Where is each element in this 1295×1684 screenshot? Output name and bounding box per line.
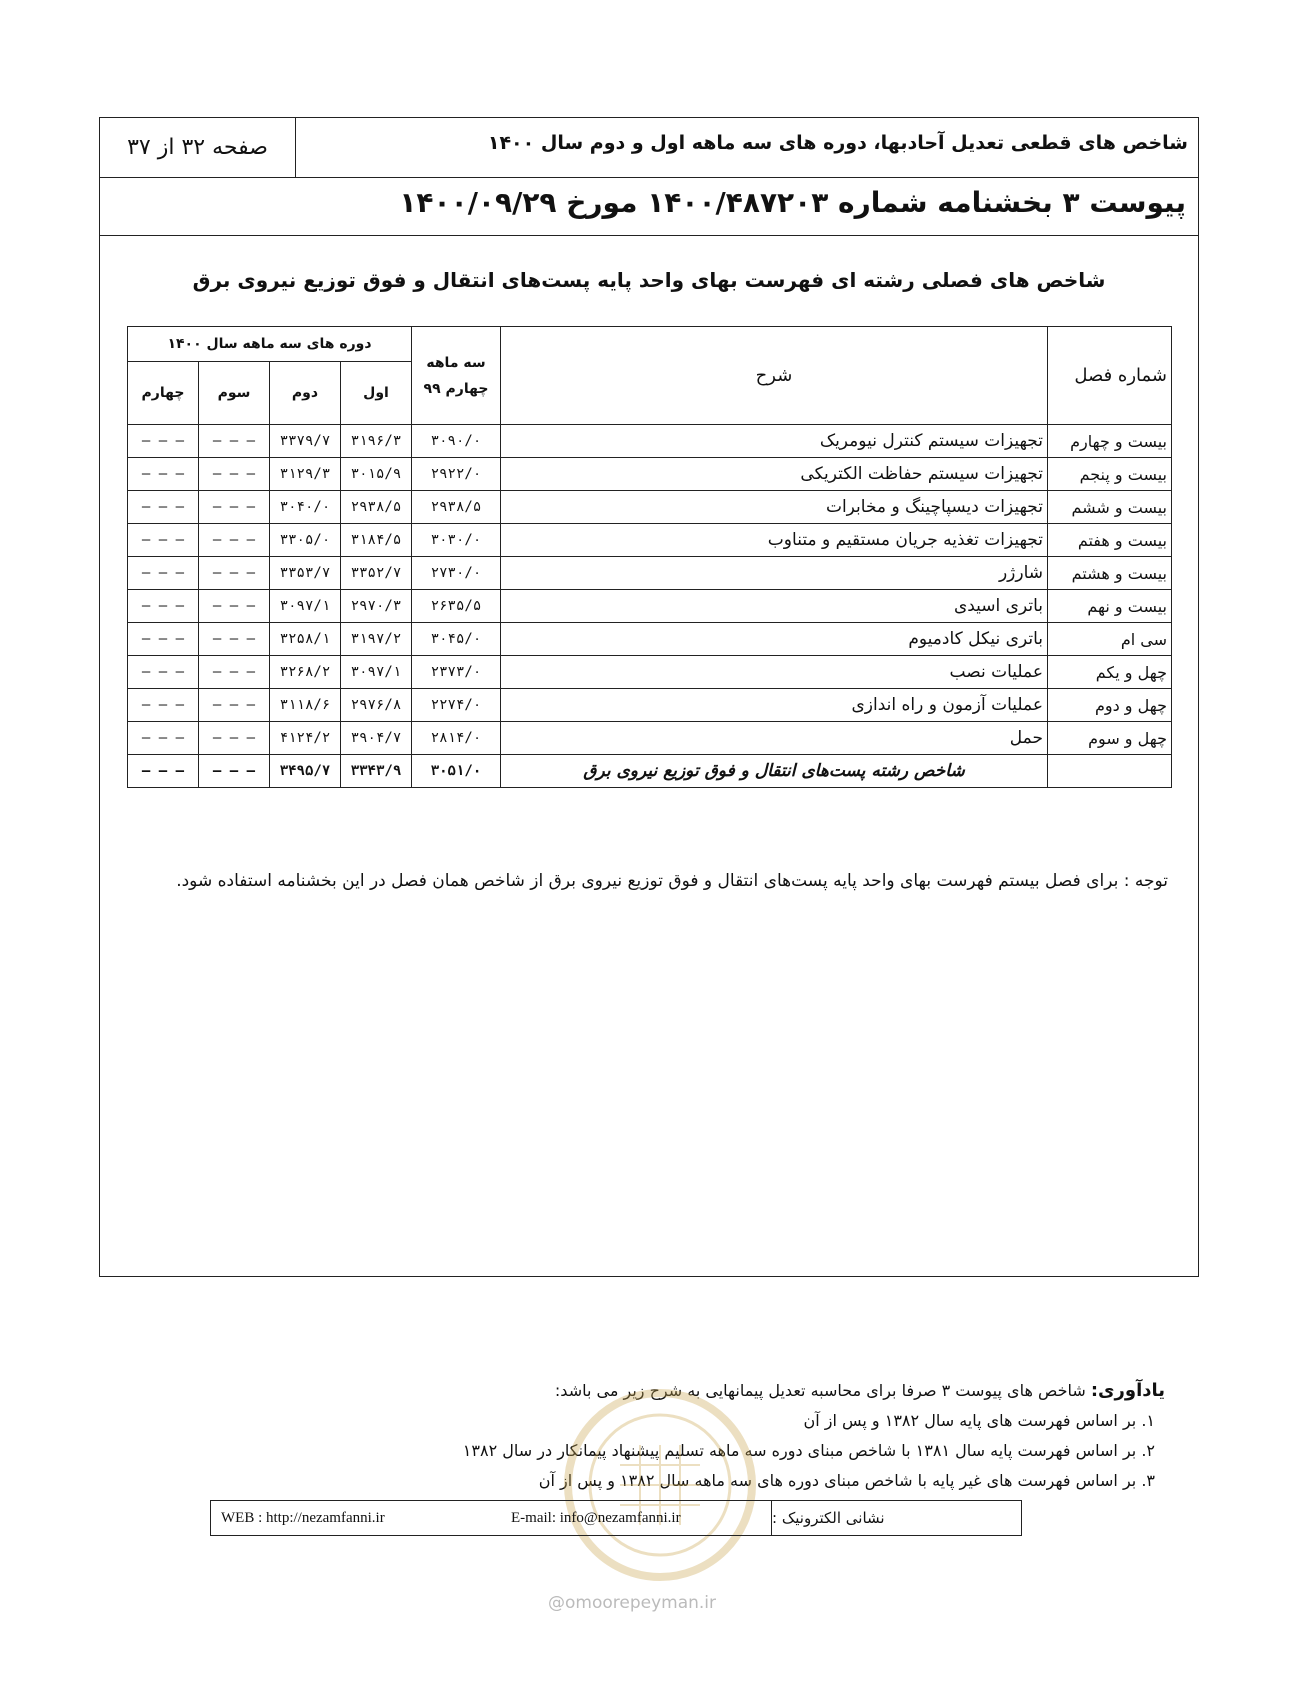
cell-q3: – – –	[199, 425, 270, 458]
cell-sharh: تجهیزات سیستم کنترل نیومریک	[501, 425, 1048, 458]
col-q4: چهارم	[128, 362, 199, 425]
col-fasl: شماره فصل	[1048, 327, 1172, 425]
cell-base: ۲۳۷۳/۰	[412, 656, 501, 689]
table-title: شاخص های فصلی رشته ای فهرست بهای واحد پایه پست‌های انتقال و فوق توزیع نیروی برق	[192, 268, 1106, 292]
col-periods-group: دوره های سه ماهه سال ۱۴۰۰	[128, 327, 412, 362]
cell-base: ۲۷۳۰/۰	[412, 557, 501, 590]
cell-base: ۲۹۲۲/۰	[412, 458, 501, 491]
col-q1: اول	[341, 362, 412, 425]
cell-fasl: بیست و هفتم	[1048, 524, 1172, 557]
cell-q3: – – –	[199, 524, 270, 557]
cell-q1: ۲۹۳۸/۵	[341, 491, 412, 524]
cell-fasl: چهل و یکم	[1048, 656, 1172, 689]
page-frame	[99, 117, 1199, 1277]
note-text: توجه : برای فصل بیستم فهرست بهای واحد پایه پست‌های انتقال و فوق توزیع نیروی برق از شاخص همان فصل در این بخشنامه استفاده شود.	[176, 871, 1168, 891]
total-q2: ۳۴۹۵/۷	[270, 755, 341, 788]
total-q4: – – –	[128, 755, 199, 788]
cell-q4: – – –	[128, 491, 199, 524]
contact-box	[210, 1500, 1022, 1536]
cell-q2: ۳۲۶۸/۲	[270, 656, 341, 689]
reminder-item-3: ۳. بر اساس فهرست های غیر پایه با شاخص مبنای دوره های سه ماهه سال ۱۳۸۲ و پس از آن	[538, 1471, 1155, 1490]
cell-q2: ۳۳۷۹/۷	[270, 425, 341, 458]
cell-base: ۳۰۴۵/۰	[412, 623, 501, 656]
header-row	[100, 118, 1198, 178]
cell-sharh: حمل	[501, 722, 1048, 755]
cell-q4: – – –	[128, 524, 199, 557]
total-base: ۳۰۵۱/۰	[412, 755, 501, 788]
cell-q2: ۴۱۲۴/۲	[270, 722, 341, 755]
cell-q3: – – –	[199, 623, 270, 656]
cell-q4: – – –	[128, 458, 199, 491]
cell-q1: ۲۹۷۰/۳	[341, 590, 412, 623]
cell-q2: ۳۰۹۷/۱	[270, 590, 341, 623]
reminder-lead: یادآوری:	[1090, 1380, 1165, 1401]
cell-sharh: تجهیزات تغذیه جریان مستقیم و متناوب	[501, 524, 1048, 557]
cell-q3: – – –	[199, 722, 270, 755]
col-q3: سوم	[199, 362, 270, 425]
cell-sharh: عملیات آزمون و راه اندازی	[501, 689, 1048, 722]
cell-q2: ۳۳۵۳/۷	[270, 557, 341, 590]
cell-sharh: تجهیزات سیستم حفاظت الکتریکی	[501, 458, 1048, 491]
cell-q2: ۳۱۱۸/۶	[270, 689, 341, 722]
cell-q2: ۳۰۴۰/۰	[270, 491, 341, 524]
attachment-title: پیوست ۳ بخشنامه شماره ۱۴۰۰/۴۸۷۲۰۳ مورخ ۱۴۰۰/۰۹/۲۹	[399, 186, 1186, 219]
watermark-text: @omoorepeyman.ir	[548, 1593, 717, 1613]
col-base-line2: چهارم ۹۹	[423, 380, 489, 397]
table-row	[128, 623, 1172, 656]
cell-q3: – – –	[199, 590, 270, 623]
cell-base: ۲۹۳۸/۵	[412, 491, 501, 524]
cell-q3: – – –	[199, 491, 270, 524]
table-row	[128, 458, 1172, 491]
cell-q2: ۳۱۲۹/۳	[270, 458, 341, 491]
seal-logo	[560, 1385, 760, 1585]
cell-fasl: بیست و ششم	[1048, 491, 1172, 524]
page-number: صفحه ۳۲ از ۳۷	[100, 118, 296, 177]
cell-sharh: عملیات نصب	[501, 656, 1048, 689]
table-row	[128, 689, 1172, 722]
cell-q3: – – –	[199, 656, 270, 689]
cell-sharh: باتری اسیدی	[501, 590, 1048, 623]
table-row	[128, 491, 1172, 524]
cell-q1: ۳۱۸۴/۵	[341, 524, 412, 557]
cell-sharh: شارژر	[501, 557, 1048, 590]
cell-q2: ۳۲۵۸/۱	[270, 623, 341, 656]
cell-fasl-empty	[1048, 755, 1172, 788]
cell-q1: ۲۹۷۶/۸	[341, 689, 412, 722]
cell-q1: ۳۱۹۶/۳	[341, 425, 412, 458]
total-sharh: شاخص رشته پست‌های انتقال و فوق توزیع نیروی برق	[501, 755, 1048, 788]
email-link[interactable]: E-mail: info@nezamfanni.ir	[511, 1509, 681, 1526]
cell-q1: ۳۰۱۵/۹	[341, 458, 412, 491]
cell-q4: – – –	[128, 722, 199, 755]
total-q1: ۳۳۴۳/۹	[341, 755, 412, 788]
col-q2: دوم	[270, 362, 341, 425]
cell-base: ۲۸۱۴/۰	[412, 722, 501, 755]
header-title: شاخص های قطعی تعدیل آحادبها، دوره های سه ماهه اول و دوم سال ۱۴۰۰	[487, 132, 1188, 154]
cell-fasl: بیست و چهارم	[1048, 425, 1172, 458]
cell-fasl: چهل و سوم	[1048, 722, 1172, 755]
cell-fasl: بیست و هشتم	[1048, 557, 1172, 590]
cell-base: ۳۰۹۰/۰	[412, 425, 501, 458]
table-row	[128, 722, 1172, 755]
cell-sharh: باتری نیکل کادمیوم	[501, 623, 1048, 656]
index-table	[127, 326, 1172, 788]
col-sharh: شرح	[501, 327, 1048, 425]
col-base-line1: سه ماهه	[426, 354, 486, 371]
reminder-intro-text: شاخص های پیوست ۳ صرفا برای محاسبه تعدیل پیمانهایی به شرح زیر می باشد:	[554, 1381, 1091, 1400]
cell-q1: ۳۳۵۲/۷	[341, 557, 412, 590]
cell-q2: ۳۳۰۵/۰	[270, 524, 341, 557]
total-q3: – – –	[199, 755, 270, 788]
cell-q4: – – –	[128, 689, 199, 722]
cell-base: ۳۰۳۰/۰	[412, 524, 501, 557]
web-link[interactable]: WEB : http://nezamfanni.ir	[221, 1509, 385, 1526]
col-base	[412, 327, 501, 425]
table-row	[128, 656, 1172, 689]
cell-q4: – – –	[128, 557, 199, 590]
reminder-item-2: ۲. بر اساس فهرست پایه سال ۱۳۸۱ با شاخص مبنای دوره سه ماهه تسلیم پیشنهاد پیمانکار در سال ۱۳۸۲	[462, 1441, 1155, 1460]
cell-q4: – – –	[128, 590, 199, 623]
contact-label: نشانی الکترونیک :	[771, 1501, 1021, 1535]
cell-q3: – – –	[199, 458, 270, 491]
cell-q3: – – –	[199, 557, 270, 590]
cell-q4: – – –	[128, 623, 199, 656]
cell-base: ۲۶۳۵/۵	[412, 590, 501, 623]
cell-q4: – – –	[128, 656, 199, 689]
table-row	[128, 425, 1172, 458]
attachment-row	[100, 178, 1198, 236]
cell-q1: ۳۹۰۴/۷	[341, 722, 412, 755]
reminder-item-1: ۱. بر اساس فهرست های پایه سال ۱۳۸۲ و پس از آن	[803, 1411, 1155, 1430]
cell-fasl: چهل و دوم	[1048, 689, 1172, 722]
total-row	[128, 755, 1172, 788]
cell-base: ۲۲۷۴/۰	[412, 689, 501, 722]
cell-q1: ۳۱۹۷/۲	[341, 623, 412, 656]
cell-fasl: سی ام	[1048, 623, 1172, 656]
cell-sharh: تجهیزات دیسپاچینگ و مخابرات	[501, 491, 1048, 524]
cell-fasl: بیست و نهم	[1048, 590, 1172, 623]
cell-q4: – – –	[128, 425, 199, 458]
table-row	[128, 524, 1172, 557]
table-row	[128, 590, 1172, 623]
cell-q1: ۳۰۹۷/۱	[341, 656, 412, 689]
table-row	[128, 557, 1172, 590]
cell-q3: – – –	[199, 689, 270, 722]
cell-fasl: بیست و پنجم	[1048, 458, 1172, 491]
